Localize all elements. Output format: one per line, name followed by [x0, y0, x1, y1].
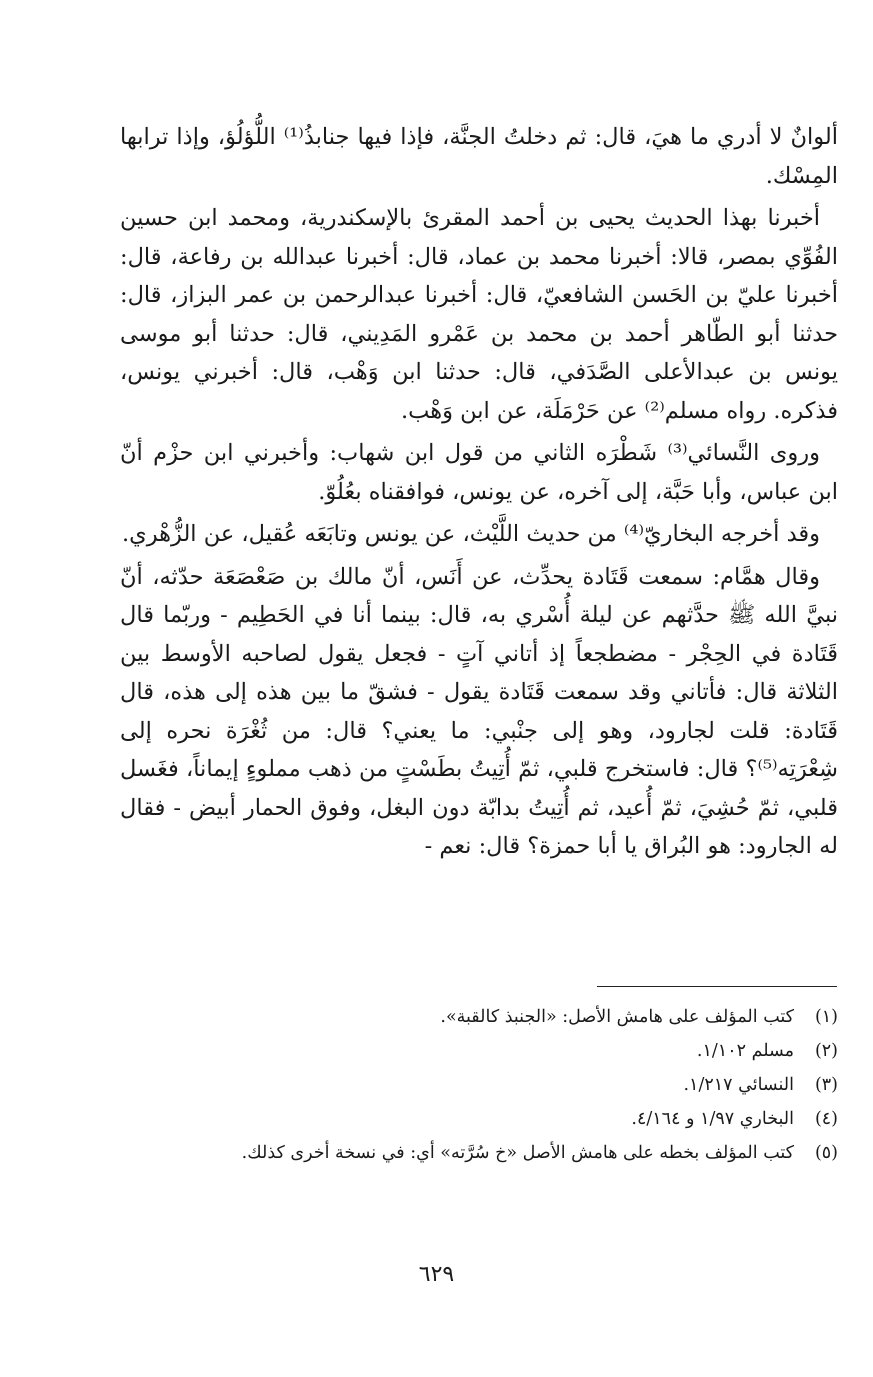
- paragraph-bukhari: وقد أخرجه البخاريّ⁽⁴⁾ من حديث اللَّيْث، عن يونس وتابَعَه عُقيل، عن الزُّهْري.: [121, 521, 820, 547]
- footnote-4: [120, 1102, 838, 1136]
- footnote-separator: [597, 986, 837, 987]
- footnote-text: النسائي ١/٢١٧.: [683, 1075, 794, 1095]
- footnote-text: كتب المؤلف على هامش الأصل: «الجنبذ كالقبة».: [440, 1007, 794, 1027]
- footnote-text: البخاري ١/٩٧ و ٤/١٦٤.: [631, 1109, 794, 1129]
- footnotes: [120, 1000, 838, 1170]
- paragraph-hammam: وقال همَّام: سمعت قَتَادة يحدِّث، عن أَنَس، أنّ مالك بن صَعْصَعَة حدّثه، أنّ نبيَّ الله ﷺ حدَّثهم عن ليلة أُسْري به، قال: بينما أنا في الحَطِيم - وربّما قال قَتَادة في الحِجْر - مضطجعاً إذ أتاني آتٍ - فجعل يقول لصاحبه الأوسط بين الثلاثة قال: فأتاني وقد سمعت قَتَادة يقول - فشقّ ما بين هذه إلى هذه، قال قَتَادة: قلت لجارود، وهو إلى جنْبي: ما يعني؟ قال: من ثُغْرَة نحره إلى شِعْرَتِه⁽⁵⁾؟ قال: فاستخرج قلبي، ثمّ أُتِيتُ بطَسْتٍ من ذهب مملوءٍ إيماناً، فغَسل قلبي، ثمّ حُشِيَ، ثمّ أُعيد، ثم أُتِيتُ بدابّة دون البغل، وفوق الحمار أبيض - فقال له الجارود: هو البُراق يا أبا حمزة؟ قال: نعم -: [120, 563, 838, 859]
- paragraph-isnad: أخبرنا بهذا الحديث يحيى بن أحمد المقرئ بالإسكندرية، ومحمد ابن حسين الفُوِّي بمصر، قالا: أخبرنا محمد بن عماد، قال: أخبرنا عبدالله بن رفاعة، قال: أخبرنا عليّ بن الحَسن الشافعيّ، قال: أخبرنا عبدالرحمن بن عمر البزاز، قال: حدثنا أبو الطّاهر أحمد بن محمد بن عَمْرو المَدِيني، قال: حدثنا أبو موسى يونس بن عبدالأعلى الصَّدَفي، قال: حدثنا ابن وَهْب، قال: أخبرني يونس، فذكره. رواه مسلم⁽²⁾ عن حَرْمَلَة، عن ابن وَهْب.: [120, 205, 838, 424]
- paragraph-continuation: ألوانٌ لا أدري ما هيَ، قال: ثم دخلتُ الجنَّة، فإذا فيها جنابذُ⁽¹⁾ اللُّؤلُؤ، وإذا ترابها المِسْك.: [120, 124, 838, 189]
- footnote-3: [120, 1068, 838, 1102]
- footnote-number: (١): [814, 1007, 838, 1027]
- footnote-text: مسلم ١/١٠٢.: [696, 1041, 794, 1061]
- page-number: ٦٢٩: [418, 1262, 455, 1287]
- main-text: [120, 118, 838, 866]
- footnote-number: (٣): [814, 1075, 838, 1095]
- footnote-text: كتب المؤلف بخطه على هامش الأصل «خ سُرَّته» أي: في نسخة أخرى كذلك.: [241, 1143, 794, 1163]
- footnote-number: (٤): [814, 1109, 838, 1129]
- paragraph-nasai: وروى النَّسائي⁽³⁾ شَطْرَه الثاني من قول ابن شهاب: وأخبرني ابن حزْم أنّ ابن عباس، وأبا حَبَّة، إلى آخره، عن يونس، فوافقناه بعُلُوّ.: [120, 440, 838, 505]
- footnote-5: [120, 1136, 838, 1170]
- footnote-1: [120, 1000, 838, 1034]
- footnote-2: [120, 1034, 838, 1068]
- footnote-number: (٢): [814, 1041, 838, 1061]
- footnote-number: (٥): [814, 1143, 838, 1163]
